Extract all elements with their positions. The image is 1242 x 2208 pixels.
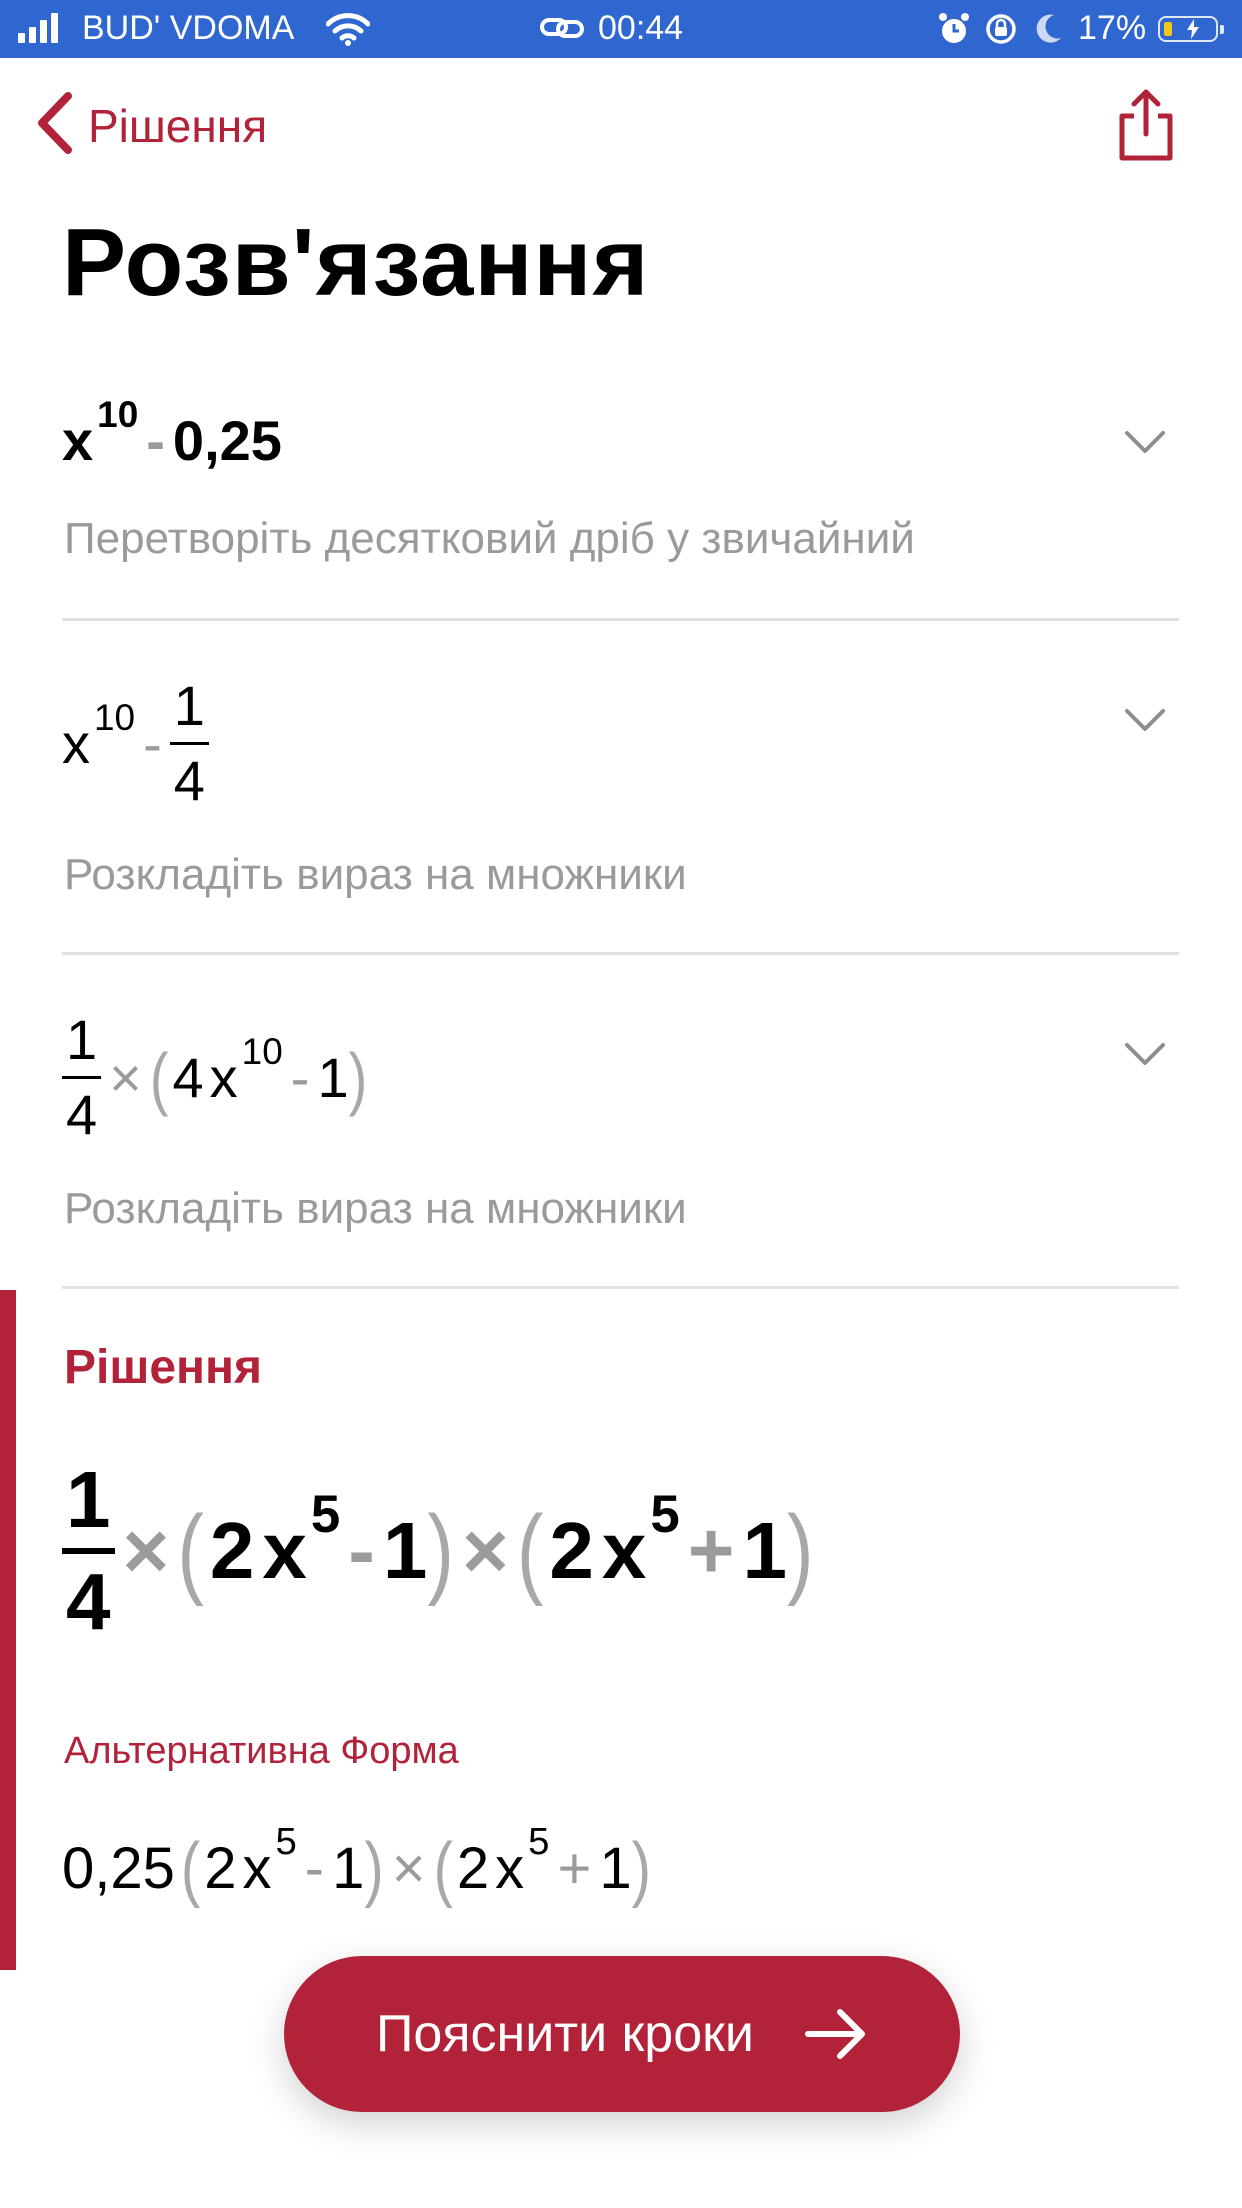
variable: x (62, 409, 94, 472)
divider (62, 952, 1179, 955)
step-2-expression (62, 674, 209, 812)
exponent: 10 (97, 393, 139, 435)
constant: 1 (742, 1506, 787, 1595)
variable: x (62, 712, 90, 775)
leading-coefficient: 0,25 (62, 1836, 175, 1901)
times-sign: × (391, 1836, 426, 1901)
step-2[interactable] (0, 660, 1242, 950)
close-paren: ) (348, 1038, 368, 1117)
step-3-expression (62, 1008, 368, 1146)
share-button[interactable] (1116, 88, 1176, 169)
status-bar (0, 0, 1242, 58)
exponent: 5 (528, 1819, 550, 1863)
numerator: 1 (66, 1008, 98, 1071)
open-paren: ( (516, 1494, 544, 1606)
variable: x (601, 1506, 647, 1595)
coefficient: 2 (456, 1836, 490, 1901)
chevron-down-icon[interactable] (1124, 430, 1166, 461)
exponent: 10 (241, 1030, 283, 1072)
coefficient: 2 (549, 1506, 594, 1595)
denominator: 4 (66, 1557, 111, 1646)
exponent: 5 (310, 1484, 341, 1544)
open-paren: ( (177, 1494, 204, 1606)
solution-heading: Рішення (64, 1341, 263, 1394)
variable: x (209, 1046, 238, 1109)
step-1-hint: Перетворіть десятковий дріб у звичайний (64, 514, 915, 563)
rotation-lock-icon (984, 12, 1018, 46)
page-title: Розв'язання (62, 209, 650, 316)
numerator: 1 (66, 1455, 111, 1544)
operator: + (687, 1506, 735, 1595)
exponent: 10 (94, 696, 136, 738)
open-paren: ( (149, 1038, 169, 1117)
alternative-form-heading: Альтернативна Форма (64, 1730, 459, 1772)
chevron-down-icon[interactable] (1124, 1042, 1166, 1073)
fraction (62, 1455, 115, 1646)
coefficient: 2 (204, 1836, 237, 1901)
chevron-left-icon (36, 92, 74, 159)
link-icon (540, 14, 584, 42)
open-paren: ( (433, 1827, 453, 1910)
step-1[interactable] (0, 390, 1242, 620)
divider (62, 1286, 1179, 1289)
solution-accent-bar (0, 1290, 16, 1970)
operator: - (304, 1836, 325, 1901)
operator: - (146, 409, 165, 472)
constant: 1 (382, 1506, 428, 1595)
step-3-hint: Розкладіть вираз на множники (64, 1184, 687, 1233)
constant: 1 (599, 1836, 632, 1901)
operator: - (143, 712, 162, 775)
explain-steps-button[interactable] (284, 1956, 960, 2112)
close-paren: ) (786, 1494, 814, 1606)
moon-icon (1034, 12, 1064, 46)
exponent: 5 (650, 1484, 680, 1544)
step-2-hint: Розкладіть вираз на множники (64, 850, 687, 899)
close-paren: ) (631, 1827, 651, 1910)
denominator: 4 (173, 749, 205, 812)
coefficient: 4 (172, 1046, 204, 1109)
variable: x (262, 1506, 307, 1595)
constant: 0,25 (172, 409, 282, 472)
numerator: 1 (173, 674, 205, 737)
battery-charging-icon (1150, 16, 1218, 42)
battery-percent: 17% (1078, 9, 1147, 47)
fraction (62, 1008, 101, 1146)
step-1-expression (62, 393, 282, 473)
times-sign: × (122, 1506, 170, 1595)
operator: - (290, 1046, 310, 1109)
chevron-down-icon[interactable] (1124, 708, 1166, 739)
variable: x (242, 1836, 272, 1901)
operator: - (348, 1506, 375, 1595)
step-3[interactable] (0, 994, 1242, 1284)
signal-icon (18, 13, 58, 43)
close-paren: ) (427, 1494, 455, 1606)
constant: 1 (317, 1046, 349, 1109)
exponent: 5 (275, 1819, 297, 1863)
open-paren: ( (180, 1827, 201, 1910)
solution-expression (62, 1455, 814, 1646)
denominator: 4 (66, 1083, 98, 1146)
alternative-form-expression (62, 1819, 651, 1910)
back-button[interactable] (36, 92, 267, 159)
times-sign: × (462, 1506, 509, 1595)
variable: x (495, 1836, 525, 1901)
operator: + (557, 1836, 592, 1901)
carrier-label: BUD' VDOMA (82, 9, 295, 47)
alarm-icon (938, 12, 970, 46)
fraction (170, 674, 209, 812)
constant: 1 (332, 1836, 365, 1901)
back-label: Рішення (88, 99, 268, 152)
wifi-icon (326, 12, 370, 46)
status-time: 00:44 (598, 9, 684, 47)
arrow-right-icon (804, 2007, 868, 2061)
explain-steps-label: Пояснити кроки (376, 2005, 754, 2063)
close-paren: ) (364, 1827, 384, 1910)
share-icon (1116, 151, 1176, 168)
coefficient: 2 (209, 1506, 255, 1595)
divider (62, 618, 1179, 621)
times-sign: × (109, 1046, 142, 1109)
